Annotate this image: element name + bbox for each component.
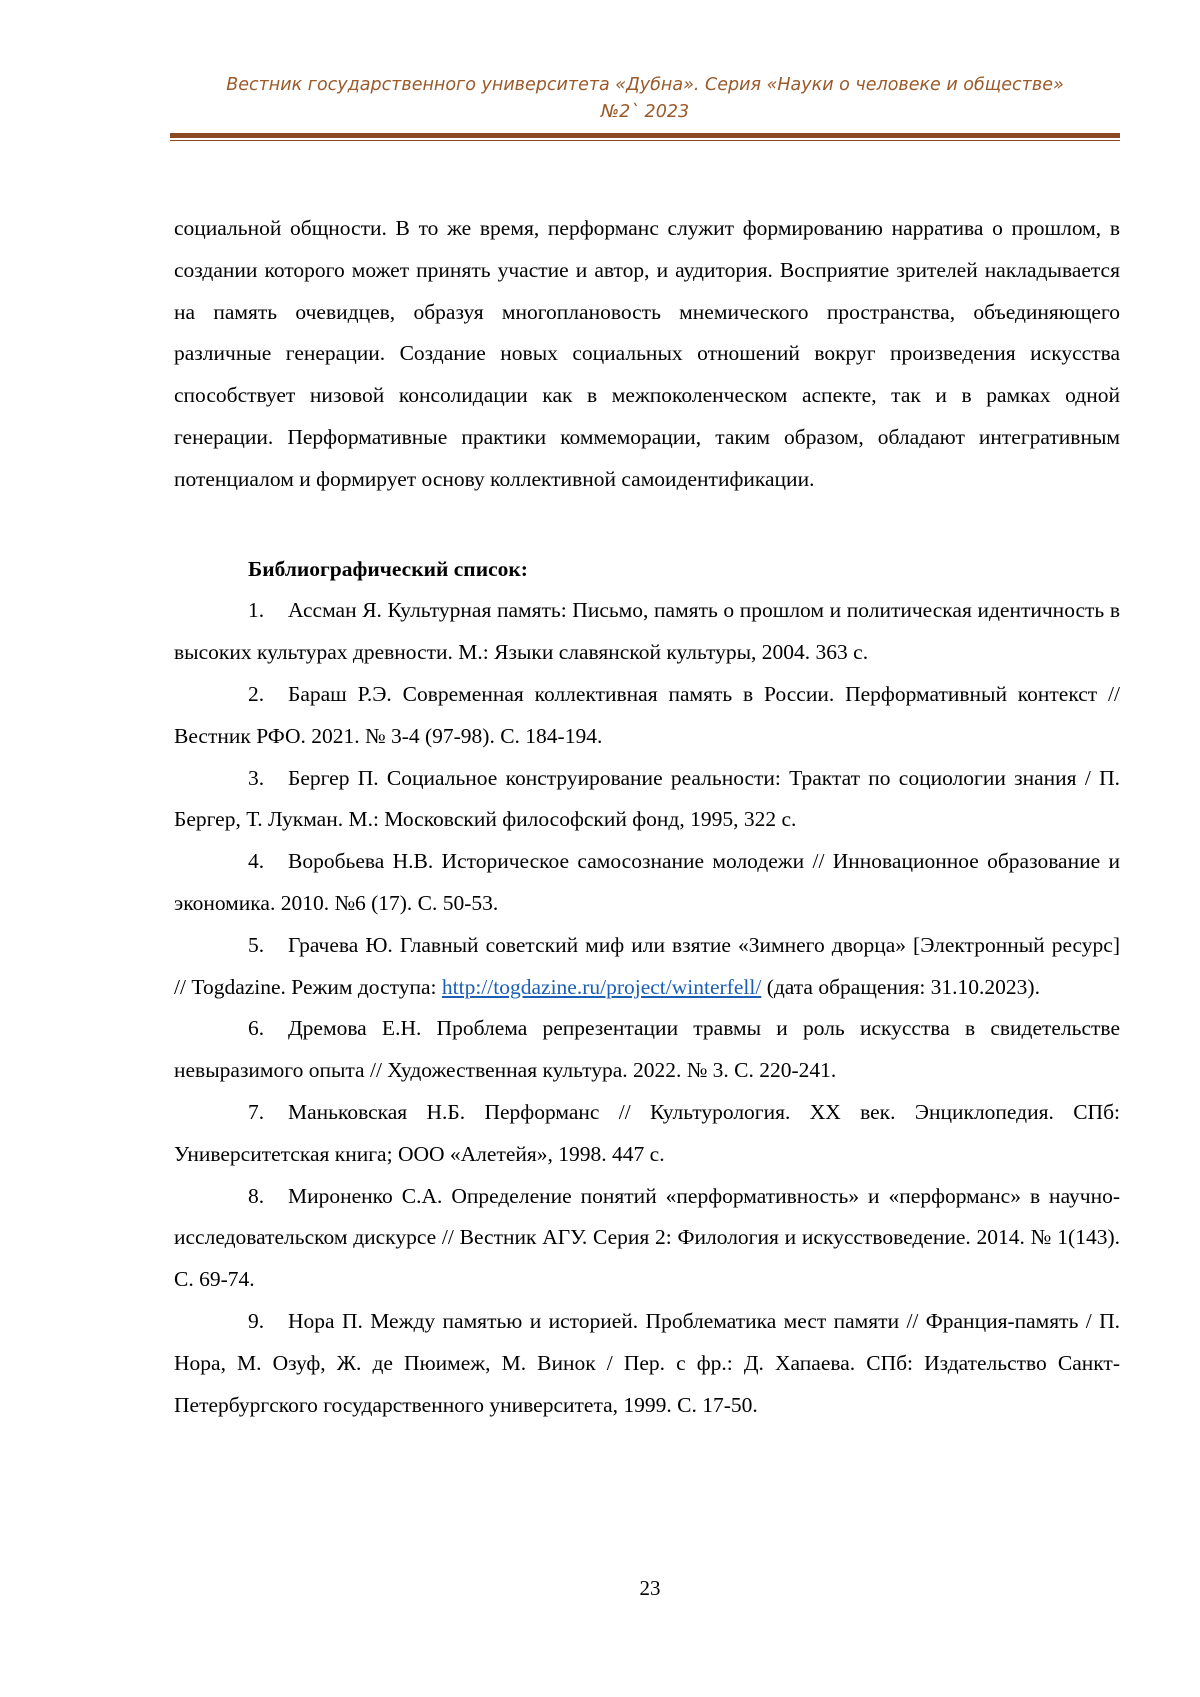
reference-number: 8. — [248, 1176, 288, 1218]
reference-number: 6. — [248, 1008, 288, 1050]
page — [0, 0, 1200, 1697]
reference-item — [174, 1176, 1120, 1301]
reference-item — [174, 590, 1120, 674]
reference-text: Бергер П. Социальное конструирование реальности: Трактат по социологии знания / П. Бергер, Т. Лукман. М.: Московский философский фонд, 1995, 322 с. — [174, 766, 1120, 832]
reference-text: Дремова Е.Н. Проблема репрезентации травмы и роль искусства в свидетельстве невыразимого опыта // Художественная культура. 2022. № 3. С. 220-241. — [174, 1016, 1120, 1082]
journal-title: Вестник государственного университета «Дубна». Серия «Науки о человеке и обществе» — [170, 72, 1120, 99]
reference-item — [174, 1301, 1120, 1426]
reference-text: Нора П. Между памятью и историей. Проблематика мест памяти // Франция-память / П. Нора, М. Озуф, Ж. де Пюимеж, М. Винок / Пер. с фр.: Д. Хапаева. СПб: Издательство Санкт-Петербургского государственного университета, 1999. С. 17-50. — [174, 1309, 1120, 1417]
header-rule-thin — [170, 140, 1120, 141]
journal-header — [170, 72, 1120, 126]
reference-item — [174, 1008, 1120, 1092]
reference-number: 7. — [248, 1092, 288, 1134]
reference-number: 1. — [248, 590, 288, 632]
reference-text: Грачева Ю. Главный советский миф или взятие «Зимнего дворца» [Электронный ресурс] // Togdazine. Режим доступа: — [174, 933, 1120, 999]
reference-text: Маньковская Н.Б. Перформанс // Культурология. XX век. Энциклопедия. СПб: Университетская книга; ООО «Алетейя», 1998. 447 с. — [174, 1100, 1120, 1166]
reference-number: 2. — [248, 674, 288, 716]
reference-item — [174, 841, 1120, 925]
reference-number: 3. — [248, 758, 288, 800]
reference-text: Мироненко С.А. Определение понятий «перформативность» и «перформанс» в научно-исследовательском дискурсе // Вестник АГУ. Серия 2: Филология и искусствоведение. 2014. № 1(143). С. 69-74. — [174, 1184, 1120, 1292]
body-paragraph: социальной общности. В то же время, перформанс служит формированию нарратива о прошлом, в создании которого может принять участие и автор, и аудитория. Восприятие зрителей накладывается на память очевидцев, образуя многоплановость мнемического пространства, объединяющего различные генерации. Создание новых социальных отношений вокруг произведения искусства способствует низовой консолидации как в межпоколенческом аспекте, так и в рамках одной генерации. Перформативные практики коммеморации, таким образом, обладают интегративным потенциалом и формирует основу коллективной самоидентификации. — [174, 208, 1120, 501]
reference-item — [174, 674, 1120, 758]
reference-text: Воробьева Н.В. Историческое самосознание молодежи // Инновационное образование и экономика. 2010. №6 (17). С. 50-53. — [174, 849, 1120, 915]
bibliography-title: Библиографический список: — [174, 549, 1120, 591]
reference-item — [174, 1092, 1120, 1176]
reference-number: 9. — [248, 1301, 288, 1343]
reference-number: 4. — [248, 841, 288, 883]
reference-text-after: (дата обращения: 31.10.2023). — [761, 975, 1040, 999]
reference-number: 5. — [248, 925, 288, 967]
reference-text: Бараш Р.Э. Современная коллективная память в России. Перформативный контекст // Вестник РФО. 2021. № 3-4 (97-98). С. 184-194. — [174, 682, 1120, 748]
page-number: 23 — [0, 1576, 1200, 1601]
reference-text: Ассман Я. Культурная память: Письмо, память о прошлом и политическая идентичность в высоких культурах древности. М.: Языки славянской культуры, 2004. 363 с. — [174, 598, 1120, 664]
reference-item — [174, 925, 1120, 1009]
reference-item — [174, 758, 1120, 842]
header-rule-thick — [170, 133, 1120, 138]
article-body — [174, 208, 1120, 1426]
journal-issue: №2` 2023 — [170, 99, 1120, 126]
reference-link[interactable]: http://togdazine.ru/project/winterfell/ — [442, 975, 761, 999]
